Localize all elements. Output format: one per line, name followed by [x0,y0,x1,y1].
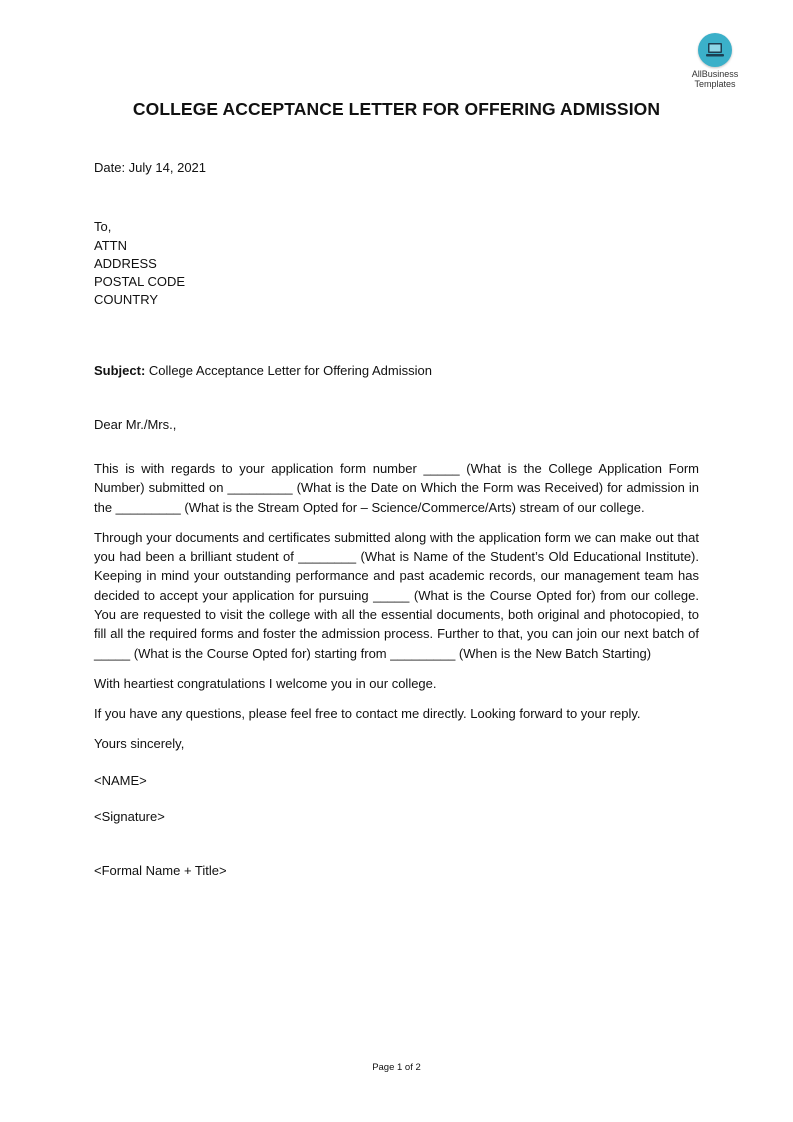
signature-placeholder: <Signature> [94,809,165,825]
subject-line [94,361,699,380]
logo-text [686,69,744,89]
page-number: Page 1 of 2 [372,1062,421,1073]
laptop-icon [698,33,732,67]
letter-date: Date: July 14, 2021 [94,160,207,175]
paragraph-application: This is with regards to your application form number _____ (What is the College Application Form Number) submitted on _________ (What is the Date on Which the Form was Received) for admission in the _________ (What is the Stream Opted for – Science/Commerce/Arts) stream of our college. [94,460,699,515]
subject-label: Subject: [94,363,146,379]
address-line: ADDRESS [94,255,157,271]
address-line: To, [94,219,112,235]
paragraph-congratulations: With heartiest congratulations I welcome you in our college. [94,675,437,691]
paragraph-questions: If you have any questions, please feel free to contact me directly. Looking forward to your reply. [94,706,641,722]
paragraph-acceptance: Through your documents and certificates submitted along with the application form we can make out that you had been a brilliant student of ________ (What is Name of the Student’s Old Educational Institute). Keeping in mind your outstanding performance and past academic records, our management team has decided to accept your application for pursuing _____ (What is the Course Opted for) from our college. You are requested to visit the college with all the essential documents, both original and photocopied, to fill all the required forms and foster the admission process. Further to that, you can join our next batch of _____ (What is the Course Opted for) starting from _________ (When is the New Batch Starting) [94,529,699,661]
letter-body [94,158,699,881]
closing: Yours sincerely, [94,736,185,752]
salutation: Dear Mr./Mrs., [94,416,177,432]
subject-text: College Acceptance Letter for Offering Admission [148,363,432,379]
address-line: ATTN [94,237,127,253]
allbusiness-logo [686,33,744,89]
name-placeholder: <NAME> [94,772,147,788]
address-line: POSTAL CODE [94,273,186,289]
address-line: COUNTRY [94,292,159,308]
logo-line1: AllBusiness [691,69,739,79]
formal-name-placeholder: <Formal Name + Title> [94,863,227,879]
recipient-address [94,218,699,309]
document-title: COLLEGE ACCEPTANCE LETTER FOR OFFERING ADMISSION [132,99,661,119]
logo-line2: Templates [694,79,736,89]
